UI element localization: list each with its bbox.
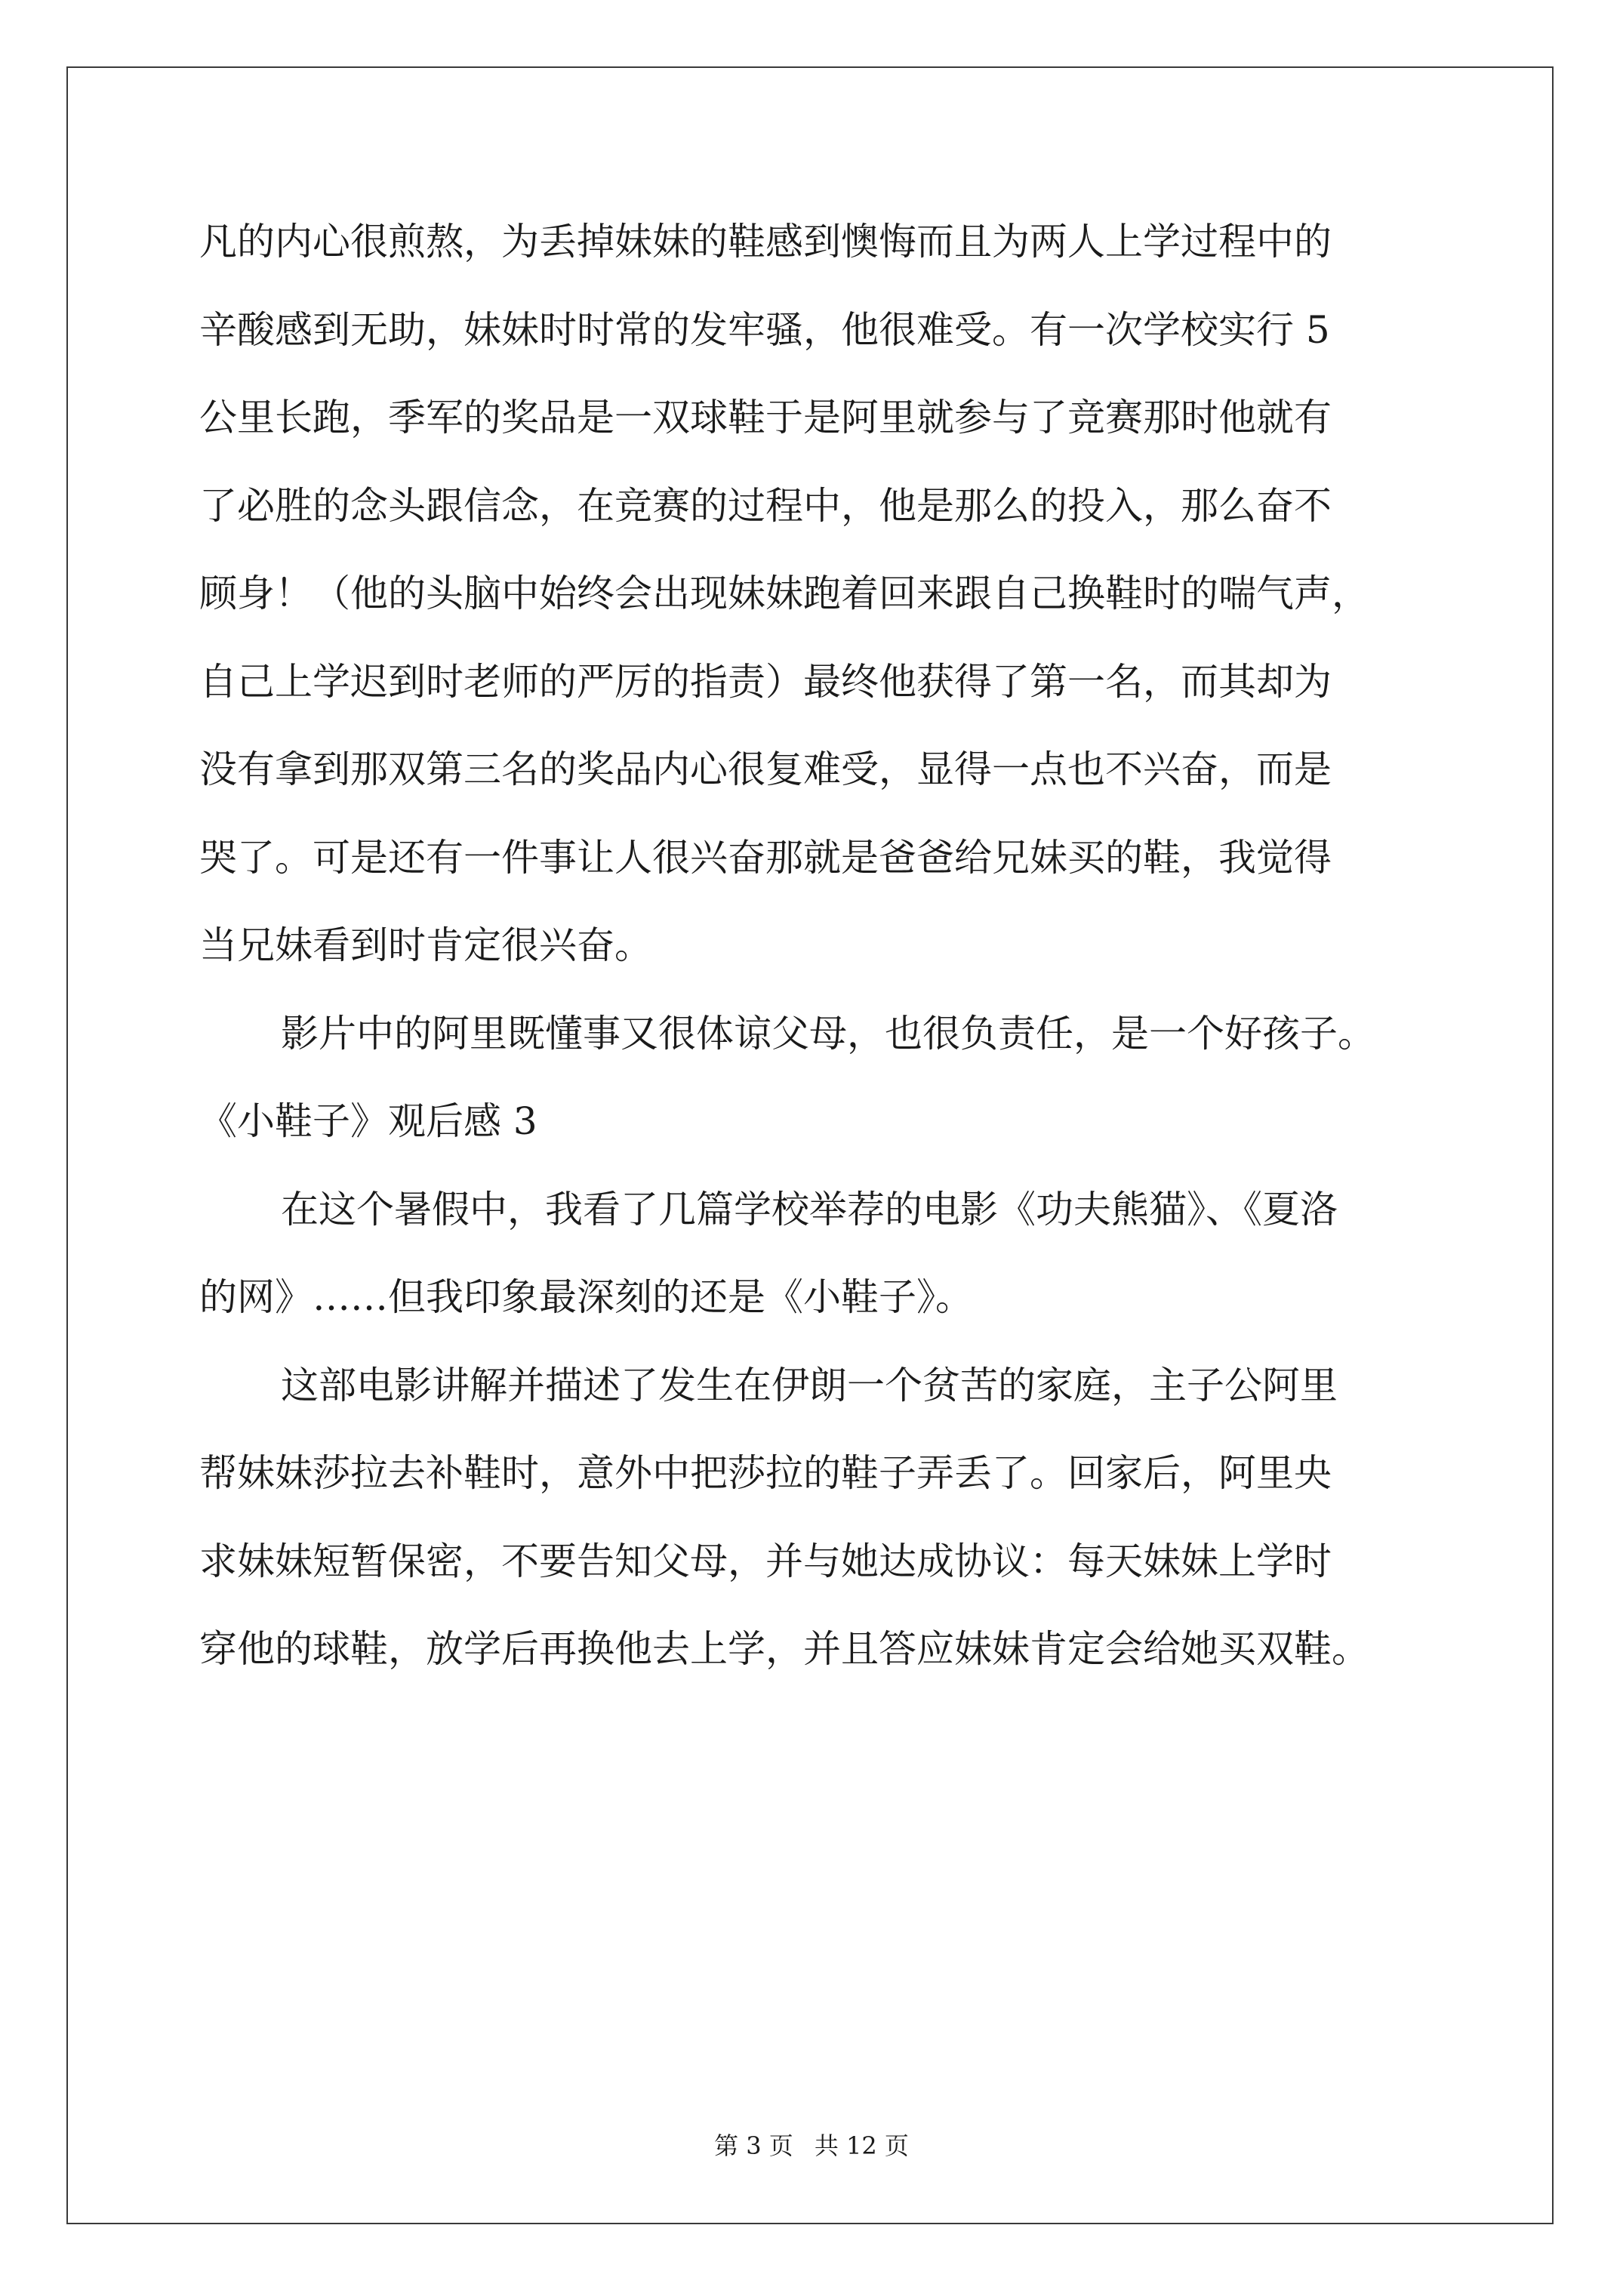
text-line: 当兄妹看到时肯定很兴奋。 [199, 923, 652, 967]
text-line: 帮妹妹莎拉去补鞋时，意外中把莎拉的鞋子弄丢了。回家后，阿里央 [199, 1451, 1332, 1495]
text-line: 凡的内心很煎熬，为丢掉妹妹的鞋感到懊悔而且为两人上学过程中的 [199, 220, 1332, 264]
page-total: 共 12 页 [814, 2131, 909, 2160]
text-line: 了必胜的念头跟信念，在竞赛的过程中，他是那么的投入，那么奋不 [199, 483, 1332, 528]
text-line: 辛酸感到无助，妹妹时时常的发牢骚，他很难受。有一次学校实行 5 [199, 307, 1330, 352]
text-line: 穿他的球鞋，放学后再换他去上学，并且答应妹妹肯定会给她买双鞋。 [199, 1627, 1369, 1671]
text-line: 的网》……但我印象最深刻的还是《小鞋子》。 [199, 1275, 973, 1319]
text-line: 公里长跑，季军的奖品是一双球鞋于是阿里就参与了竞赛那时他就有 [199, 396, 1332, 439]
page-footer [0, 2131, 1623, 2161]
text-line: 没有拿到那双第三名的奖品内心很复难受，显得一点也不兴奋，而是 [199, 747, 1332, 791]
page-number: 第 3 页 [714, 2131, 793, 2160]
text-line: 顾身！（他的头脑中始终会出现妹妹跑着回来跟自己换鞋时的喘气声， [199, 572, 1369, 615]
paragraph-first-line: 这部电影讲解并描述了发生在伊朗一个贫苦的家庭，主子公阿里 [281, 1363, 1338, 1407]
text-line: 哭了。可是还有一件事让人很兴奋那就是爸爸给兄妹买的鞋，我觉得 [199, 835, 1332, 880]
paragraph-first-line: 在这个暑假中，我看了几篇学校举荐的电影《功夫熊猫》、《夏洛 [281, 1187, 1338, 1231]
text-line: 求妹妹短暂保密，不要告知父母，并与她达成协议：每天妹妹上学时 [199, 1539, 1332, 1583]
paragraph-first-line: 影片中的阿里既懂事又很体谅父母，也很负责任，是一个好孩子。 [281, 1011, 1375, 1056]
section-heading: 《小鞋子》观后感 3 [199, 1099, 537, 1143]
document-body [199, 198, 1452, 1693]
text-line: 自己上学迟到时老师的严厉的指责）最终他获得了第一名，而其却为 [199, 659, 1332, 704]
